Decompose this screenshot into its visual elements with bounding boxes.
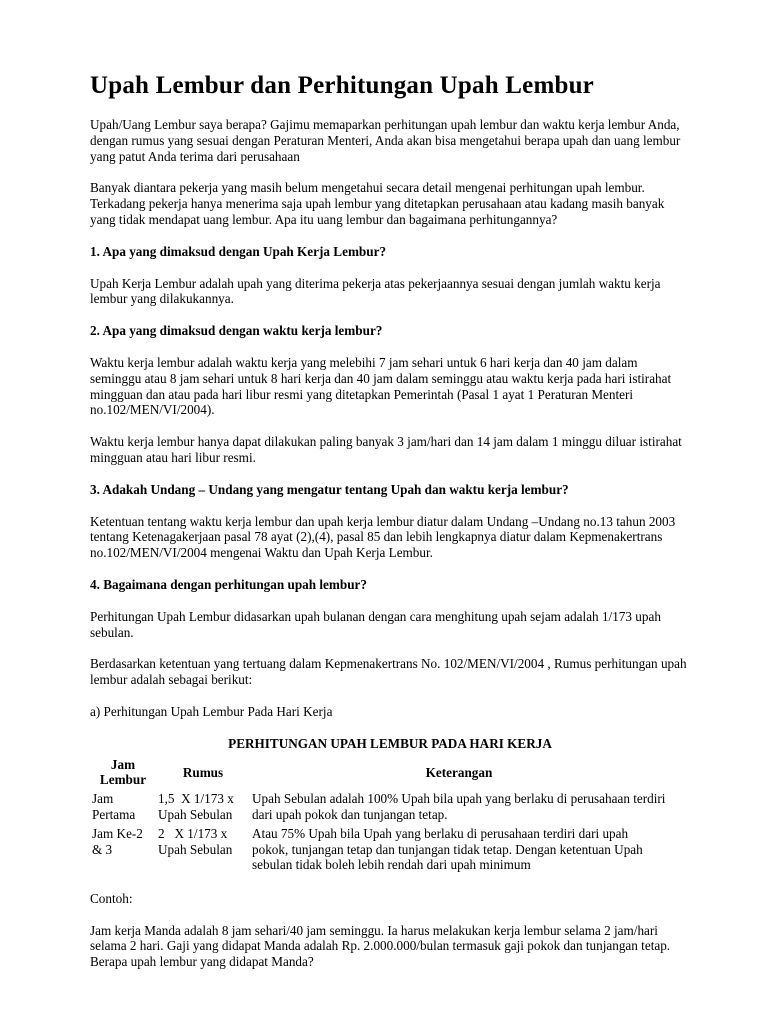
answer-3: Ketentuan tentang waktu kerja lembur dan upah kerja lembur diatur dalam Undang –Undang no.13 tahun 2003 tentang Ketenagakerjaan pasal 78 ayat (2),(4), pasal 85 dan lebih lengkapnya diatur dalam Kepmenakertrans no.102/MEN/VI/2004 mengenai Waktu dan Upah Kerja Lembur. [90,513,676,561]
answer-4b: Berdasarkan ketentuan yang tertuang dalam Kepmenakertrans No. 102/MEN/VI/2004 , Rumus perhitungan upah lembur adalah sebagai berikut: [90,656,687,688]
answer-2b: Waktu kerja lembur hanya dapat dilakukan paling banyak 3 jam/hari dan 14 jam dalam 1 minggu diluar istirahat mingguan atau hari libur resmi. [90,434,682,465]
question-3: 3. Adakah Undang – Undang yang mengatur tentang Upah dan waktu kerja lembur? [90,481,569,497]
table-title: PERHITUNGAN UPAH LEMBUR PADA HARI KERJA [228,735,552,751]
cell-rumus [156,824,250,875]
cell-jam-line1: Jam [92,790,114,806]
cell-rumus-line2: Upah Sebulan [158,841,233,857]
cell-rumus [156,789,250,824]
table-row [90,824,668,875]
cell-jam-line2: & 3 [92,841,113,857]
question-4: 4. Bagaimana dengan perhitungan upah lembur? [90,576,368,592]
answer-1: Upah Kerja Lembur adalah upah yang diterima pekerja atas pekerjaannya sesuai dengan jumlah waktu kerja lembur yang dilakukannya. [90,275,661,307]
cell-rumus-line1: 2 X 1/173 x [158,826,228,842]
intro-paragraph: Upah/Uang Lembur saya berapa? Gajimu memaparkan perhitungan upah lembur dan waktu kerja lembur Anda, dengan rumus yang sesuai dengan Peraturan Menteri, Anda akan bisa mengetahui berapa upah dan uang lembur yang patut Anda terima dari perusahaan [90,117,681,164]
cell-jam [90,824,156,875]
cell-rumus-line1: 1,5 X 1/173 x [158,790,234,806]
overtime-table [90,756,668,875]
cell-jam-line2: Pertama [92,806,136,822]
header-rumus: Rumus [182,764,224,780]
example-paragraph: Jam kerja Manda adalah 8 jam sehari/40 jam seminggu. Ia harus melakukan kerja lembur selama 2 jam/hari selama 2 hari. Gaji yang didapat Manda adalah Rp. 2.000.000/bulan termasuk gaji pokok dan tunjangan tetap. Berapa upah lembur yang didapat Manda? [90,922,671,970]
answer-4c: a) Perhitungan Upah Lembur Pada Hari Kerja [90,703,333,719]
document-title: Upah Lembur dan Perhitungan Upah Lembur [90,72,594,99]
example-label: Contoh: [90,890,133,906]
table-row [90,789,668,824]
cell-jam [90,789,156,824]
header-jam-line2: Lembur [99,772,147,788]
header-jam-line1: Jam [110,756,136,772]
table-header-row [90,756,668,789]
question-2: 2. Apa yang dimaksud dengan waktu kerja lembur? [90,323,383,339]
cell-keterangan: Atau 75% Upah bila Upah yang berlaku di perusahaan terdiri dari upah pokok, tunjangan tetap dan tunjangan tidak tetap. Dengan ketentuan Upah sebulan tidak boleh lebih rendah dari upah minimum [252,826,643,873]
cell-rumus-line2: Upah Sebulan [158,806,233,822]
answer-4a: Perhitungan Upah Lembur didasarkan upah bulanan dengan cara menghitung upah sejam adalah 1/173 upah sebulan. [90,608,661,640]
cell-jam-line1: Jam Ke-2 [92,826,143,842]
header-jam-lembur [90,756,156,789]
question-1: 1. Apa yang dimaksud dengan Upah Kerja Lembur? [90,243,387,259]
header-keterangan: Keterangan [425,764,493,780]
cell-keterangan: Upah Sebulan adalah 100% Upah bila upah yang berlaku di perusahaan terdiri dari upah pokok dan tunjangan tetap. [252,790,666,822]
answer-2a: Waktu kerja lembur adalah waktu kerja yang melebihi 7 jam sehari untuk 6 hari kerja dan 40 jam dalam seminggu atau 8 jam sehari untuk 8 hari kerja dan 40 jam dalam seminggu atau waktu kerja pada hari istirahat mingguan dan atau pada hari libur resmi yang ditetapkan Pemerintah (Pasal 1 ayat 1 Peraturan Menteri no.102/MEN/VI/2004). [90,354,672,418]
background-paragraph: Banyak diantara pekerja yang masih belum mengetahui secara detail mengenai perhitungan upah lembur. Terkadang pekerja hanya menerima saja upah lembur yang ditetapkan perusahaan atau kadang masih banyak yang tidak mendapat uang lembur. Apa itu uang lembur dan bagaimana perhitungannya? [90,180,665,227]
